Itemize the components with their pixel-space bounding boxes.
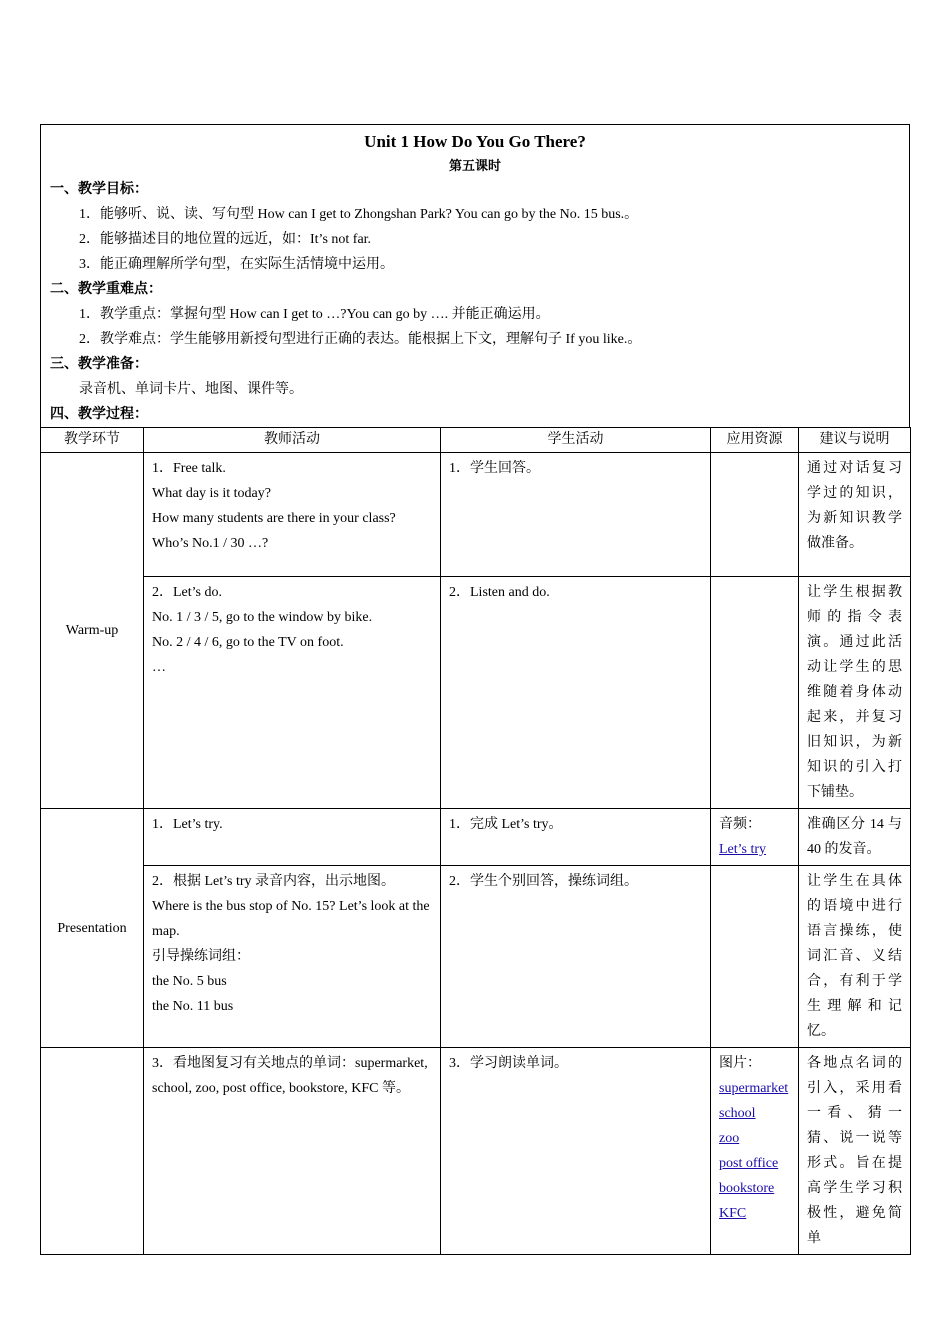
teacher-line: 2．根据 Let’s try 录音内容，出示地图。Where is the bus stop of No. 15? Let’s look at the map. xyxy=(152,874,430,939)
resource-cell xyxy=(711,453,799,577)
resource-cell xyxy=(711,1048,799,1255)
teacher-line: 1．Free talk. xyxy=(152,461,226,476)
resource-label: 音频： xyxy=(719,817,761,832)
stage-warmup: Warm-up xyxy=(41,453,144,809)
stage-presentation: Presentation xyxy=(41,809,144,1048)
teacher-line: No. 2 / 4 / 6, go to the TV on foot. xyxy=(152,635,344,650)
resource-cell xyxy=(711,866,799,1048)
table-header-row xyxy=(41,428,911,453)
image-link-bookstore[interactable]: bookstore xyxy=(719,1181,775,1196)
table-row xyxy=(41,1048,911,1255)
preparation-heading: 三、教学准备： xyxy=(50,357,148,372)
teacher-line: Who’s No.1 / 30 …? xyxy=(152,536,269,551)
stage-cell-empty xyxy=(41,1048,144,1255)
student-activity: 3．学习朗读单词。 xyxy=(441,1048,711,1255)
image-link-school[interactable]: school xyxy=(719,1106,756,1121)
key-points-heading: 二、教学重难点： xyxy=(50,282,162,297)
goals-heading: 一、教学目标： xyxy=(50,182,148,197)
teacher-line: 引导操练词组： xyxy=(152,949,250,964)
resource-cell xyxy=(711,577,799,809)
teacher-line: What day is it today? xyxy=(152,486,271,501)
audio-link-lets-try[interactable]: Let’s try xyxy=(719,842,767,857)
goal-item: 3．能正确理解所学句型，在实际生活情境中运用。 xyxy=(79,257,394,272)
teacher-activity xyxy=(144,866,441,1048)
table-row xyxy=(41,577,911,809)
preparation-text: 录音机、单词卡片、地图、课件等。 xyxy=(79,382,303,397)
key-point-item: 1．教学重点：掌握句型 How can I get to …?You can go by …. 并能正确运用。 xyxy=(79,307,550,322)
header-notes: 建议与说明 xyxy=(799,428,911,453)
student-activity: 1．学生回答。 xyxy=(441,453,711,577)
table-row xyxy=(41,453,911,577)
note-cell: 通过对话复习学过的知识，为新知识教学做准备。 xyxy=(799,453,911,577)
teacher-activity xyxy=(144,453,441,577)
image-link-zoo[interactable]: zoo xyxy=(719,1131,740,1146)
student-activity: 1．完成 Let’s try。 xyxy=(441,809,711,866)
process-heading: 四、教学过程： xyxy=(50,407,148,422)
table-row xyxy=(41,809,911,866)
teacher-line: How many students are there in your class? xyxy=(152,511,396,526)
teacher-line: 2．Let’s do. xyxy=(152,585,222,600)
image-link-supermarket[interactable]: supermarket xyxy=(719,1081,789,1096)
table-row xyxy=(41,866,911,1048)
teacher-activity: 3．看地图复习有关地点的单词：supermarket, school, zoo, post office, bookstore, KFC 等。 xyxy=(144,1048,441,1255)
teacher-line: … xyxy=(152,660,166,675)
unit-title: Unit 1 How Do You Go There? xyxy=(364,132,586,151)
lesson-plan-header xyxy=(40,124,910,427)
note-cell: 各地点名词的引入，采用看一看、猜一猜、说一说等形式。旨在提高学生学习积极性，避免简单 xyxy=(799,1048,911,1255)
teacher-activity xyxy=(144,577,441,809)
goal-item: 1．能够听、说、读、写句型 How can I get to Zhongshan Park? You can go by the No. 15 bus.。 xyxy=(79,207,639,222)
header-resources: 应用资源 xyxy=(711,428,799,453)
header-stage: 教学环节 xyxy=(41,428,144,453)
goal-item: 2．能够描述目的地位置的远近，如：It’s not far. xyxy=(79,232,372,247)
header-teacher-activity: 教师活动 xyxy=(144,428,441,453)
lesson-subtitle: 第五课时 xyxy=(448,158,501,173)
note-cell: 让学生在具体的语境中进行语言操练，使词汇音、义结合，有利于学生理解和记忆。 xyxy=(799,866,911,1048)
note-cell: 让学生根据教师的指令表演。通过此活动让学生的思维随着身体动起来，并复习旧知识，为新知识的引入打下铺垫。 xyxy=(799,577,911,809)
teacher-activity: 1．Let’s try. xyxy=(144,809,441,866)
teacher-line: No. 1 / 3 / 5, go to the window by bike. xyxy=(152,610,373,625)
resource-cell xyxy=(711,809,799,866)
header-student-activity: 学生活动 xyxy=(441,428,711,453)
resource-label: 图片： xyxy=(719,1056,761,1071)
lesson-plan-page xyxy=(40,124,910,1255)
student-activity: 2．学生个别回答，操练词组。 xyxy=(441,866,711,1048)
key-point-item: 2．教学难点：学生能够用新授句型进行正确的表达。能根据上下文，理解句子 If you like.。 xyxy=(79,332,642,347)
image-link-post-office[interactable]: post office xyxy=(719,1156,779,1171)
teacher-line: the No. 11 bus xyxy=(152,999,234,1014)
teaching-process-table xyxy=(40,427,911,1255)
note-cell: 准确区分 14 与 40 的发音。 xyxy=(799,809,911,866)
teacher-line: the No. 5 bus xyxy=(152,974,227,989)
student-activity: 2．Listen and do. xyxy=(441,577,711,809)
image-link-kfc[interactable]: KFC xyxy=(719,1206,747,1221)
